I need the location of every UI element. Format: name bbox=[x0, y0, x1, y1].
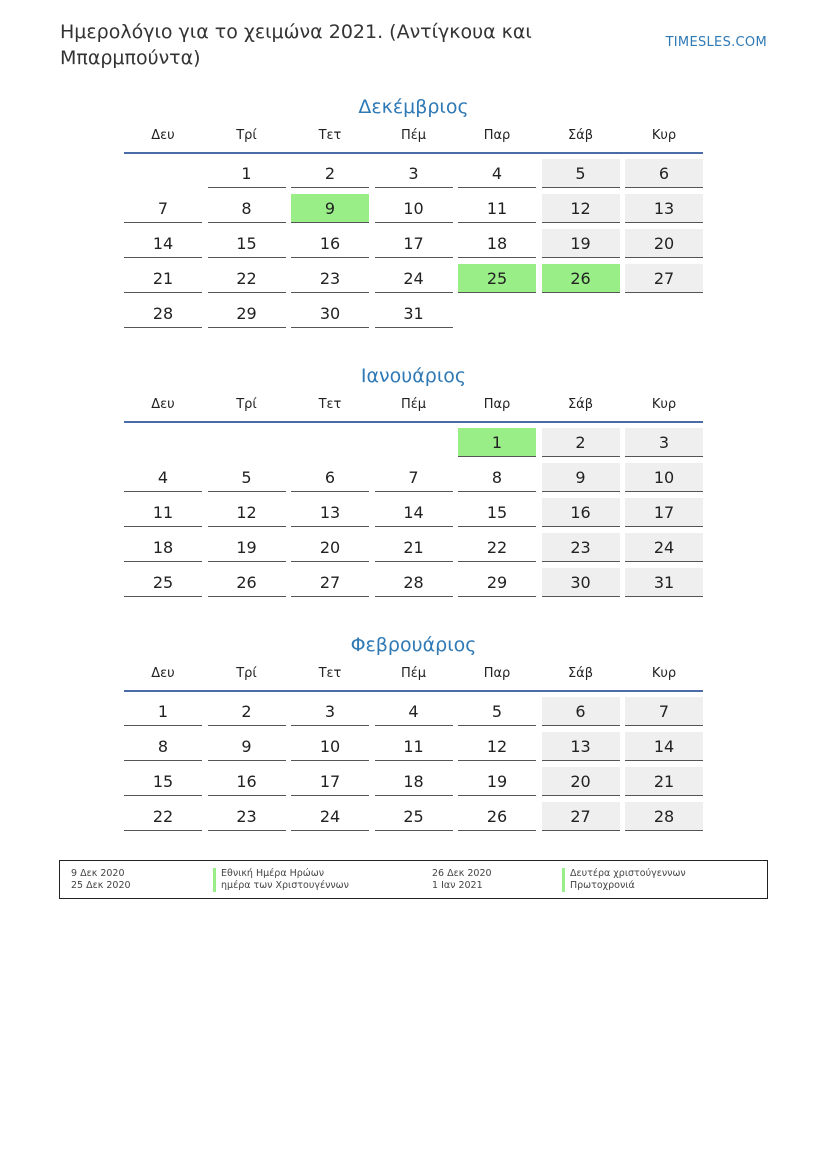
weekday-label: Σάβ bbox=[567, 666, 594, 681]
day-cell: 15 bbox=[124, 767, 202, 796]
month-february bbox=[124, 630, 703, 831]
day-cell: 21 bbox=[625, 767, 703, 796]
legend-holiday-name: Πρωτοχρονιά bbox=[562, 880, 635, 891]
day-cell: 13 bbox=[542, 732, 620, 761]
weekday-label: Τρί bbox=[236, 666, 257, 681]
day-cell: 24 bbox=[291, 802, 369, 831]
legend-date: 25 Δεκ 2020 bbox=[71, 880, 131, 891]
legend-date: 9 Δεκ 2020 bbox=[71, 868, 125, 879]
day-cell: 9 bbox=[208, 732, 286, 761]
weekday-label: Παρ bbox=[483, 128, 511, 143]
weekday-label: Τρί bbox=[236, 128, 257, 143]
day-cell: 10 bbox=[375, 194, 453, 223]
day-grid bbox=[124, 159, 703, 328]
day-cell: 4 bbox=[124, 463, 202, 492]
holiday-day-cell: 26 bbox=[542, 264, 620, 293]
day-cell: 27 bbox=[625, 264, 703, 293]
legend-date: 1 Ιαν 2021 bbox=[432, 880, 483, 891]
day-cell: 4 bbox=[458, 159, 536, 188]
day-cell: 8 bbox=[208, 194, 286, 223]
empty-day-cell bbox=[124, 428, 202, 456]
weekday-label: Τετ bbox=[318, 128, 342, 143]
day-cell: 18 bbox=[124, 533, 202, 562]
day-cell: 11 bbox=[458, 194, 536, 223]
day-cell: 26 bbox=[208, 568, 286, 597]
day-cell: 31 bbox=[375, 299, 453, 328]
holiday-legend bbox=[59, 860, 768, 899]
day-cell: 17 bbox=[625, 498, 703, 527]
day-cell: 7 bbox=[124, 194, 202, 223]
day-cell: 12 bbox=[542, 194, 620, 223]
legend-holiday-name: Δευτέρα χριστούγεννων bbox=[562, 868, 686, 879]
day-cell: 19 bbox=[208, 533, 286, 562]
day-cell: 31 bbox=[625, 568, 703, 597]
day-cell: 14 bbox=[625, 732, 703, 761]
day-cell: 28 bbox=[375, 568, 453, 597]
day-cell: 6 bbox=[291, 463, 369, 492]
day-cell: 16 bbox=[291, 229, 369, 258]
weekday-header-row bbox=[124, 391, 703, 423]
day-cell: 11 bbox=[124, 498, 202, 527]
day-cell: 29 bbox=[208, 299, 286, 328]
day-cell: 8 bbox=[124, 732, 202, 761]
day-cell: 10 bbox=[625, 463, 703, 492]
day-cell: 17 bbox=[375, 229, 453, 258]
month-january bbox=[124, 361, 703, 597]
day-cell: 16 bbox=[208, 767, 286, 796]
day-cell: 29 bbox=[458, 568, 536, 597]
day-cell: 1 bbox=[124, 697, 202, 726]
day-cell: 3 bbox=[625, 428, 703, 457]
weekday-label: Κυρ bbox=[651, 397, 677, 412]
day-cell: 28 bbox=[124, 299, 202, 328]
weekday-label: Σάβ bbox=[567, 397, 594, 412]
weekday-label: Τετ bbox=[318, 666, 342, 681]
day-cell: 14 bbox=[375, 498, 453, 527]
day-cell: 22 bbox=[208, 264, 286, 293]
weekday-label: Παρ bbox=[483, 397, 511, 412]
day-cell: 25 bbox=[375, 802, 453, 831]
day-cell: 20 bbox=[291, 533, 369, 562]
day-cell: 23 bbox=[542, 533, 620, 562]
day-cell: 24 bbox=[625, 533, 703, 562]
day-cell: 16 bbox=[542, 498, 620, 527]
day-cell: 19 bbox=[542, 229, 620, 258]
day-cell: 11 bbox=[375, 732, 453, 761]
day-cell: 2 bbox=[208, 697, 286, 726]
holiday-day-cell: 9 bbox=[291, 194, 369, 223]
page-title: Ημερολόγιο για το χειμώνα 2021. (Αντίγκουα και Μπαρμπούντα) bbox=[60, 21, 532, 69]
day-grid bbox=[124, 697, 703, 831]
day-cell: 5 bbox=[542, 159, 620, 188]
day-cell: 3 bbox=[291, 697, 369, 726]
brand-link[interactable]: TIMESLES.COM bbox=[665, 35, 767, 50]
weekday-label: Τρί bbox=[236, 397, 257, 412]
empty-day-cell bbox=[375, 428, 453, 456]
day-cell: 2 bbox=[291, 159, 369, 188]
day-cell: 23 bbox=[291, 264, 369, 293]
weekday-label: Κυρ bbox=[651, 666, 677, 681]
day-cell: 2 bbox=[542, 428, 620, 457]
day-cell: 6 bbox=[542, 697, 620, 726]
day-cell: 12 bbox=[458, 732, 536, 761]
day-cell: 15 bbox=[458, 498, 536, 527]
weekday-label: Δευ bbox=[151, 666, 175, 681]
day-cell: 10 bbox=[291, 732, 369, 761]
day-cell: 24 bbox=[375, 264, 453, 293]
day-cell: 5 bbox=[458, 697, 536, 726]
day-cell: 26 bbox=[458, 802, 536, 831]
day-cell: 25 bbox=[124, 568, 202, 597]
day-cell: 4 bbox=[375, 697, 453, 726]
day-cell: 21 bbox=[375, 533, 453, 562]
day-cell: 18 bbox=[375, 767, 453, 796]
day-cell: 6 bbox=[625, 159, 703, 188]
day-cell: 20 bbox=[542, 767, 620, 796]
day-cell: 22 bbox=[124, 802, 202, 831]
day-cell: 30 bbox=[291, 299, 369, 328]
weekday-header-row bbox=[124, 660, 703, 692]
month-title: Φεβρουάριος bbox=[350, 634, 477, 656]
legend-date: 26 Δεκ 2020 bbox=[432, 868, 492, 879]
weekday-label: Κυρ bbox=[651, 128, 677, 143]
month-title: Δεκέμβριος bbox=[358, 96, 469, 118]
day-cell: 1 bbox=[208, 159, 286, 188]
day-cell: 9 bbox=[542, 463, 620, 492]
month-title: Ιανουάριος bbox=[360, 365, 467, 387]
weekday-label: Δευ bbox=[151, 128, 175, 143]
day-cell: 19 bbox=[458, 767, 536, 796]
day-cell: 15 bbox=[208, 229, 286, 258]
weekday-label: Πέμ bbox=[400, 397, 427, 412]
day-cell: 23 bbox=[208, 802, 286, 831]
weekday-label: Δευ bbox=[151, 397, 175, 412]
month-december bbox=[124, 92, 703, 328]
day-cell: 3 bbox=[375, 159, 453, 188]
weekday-label: Πέμ bbox=[400, 666, 427, 681]
day-cell: 7 bbox=[375, 463, 453, 492]
legend-holiday-name: ημέρα των Χριστουγέννων bbox=[213, 880, 349, 891]
holiday-day-cell: 25 bbox=[458, 264, 536, 293]
day-cell: 7 bbox=[625, 697, 703, 726]
day-cell: 14 bbox=[124, 229, 202, 258]
day-cell: 13 bbox=[291, 498, 369, 527]
holiday-day-cell: 1 bbox=[458, 428, 536, 457]
day-grid bbox=[124, 428, 703, 597]
day-cell: 8 bbox=[458, 463, 536, 492]
day-cell: 17 bbox=[291, 767, 369, 796]
weekday-header-row bbox=[124, 122, 703, 154]
day-cell: 20 bbox=[625, 229, 703, 258]
day-cell: 22 bbox=[458, 533, 536, 562]
day-cell: 5 bbox=[208, 463, 286, 492]
empty-day-cell bbox=[291, 428, 369, 456]
weekday-label: Παρ bbox=[483, 666, 511, 681]
empty-day-cell bbox=[124, 159, 202, 187]
day-cell: 13 bbox=[625, 194, 703, 223]
day-cell: 27 bbox=[291, 568, 369, 597]
day-cell: 30 bbox=[542, 568, 620, 597]
day-cell: 27 bbox=[542, 802, 620, 831]
weekday-label: Τετ bbox=[318, 397, 342, 412]
day-cell: 28 bbox=[625, 802, 703, 831]
legend-holiday-name: Εθνική Ημέρα Ηρώων bbox=[213, 868, 324, 879]
weekday-label: Πέμ bbox=[400, 128, 427, 143]
weekday-label: Σάβ bbox=[567, 128, 594, 143]
day-cell: 18 bbox=[458, 229, 536, 258]
day-cell: 21 bbox=[124, 264, 202, 293]
empty-day-cell bbox=[208, 428, 286, 456]
day-cell: 12 bbox=[208, 498, 286, 527]
